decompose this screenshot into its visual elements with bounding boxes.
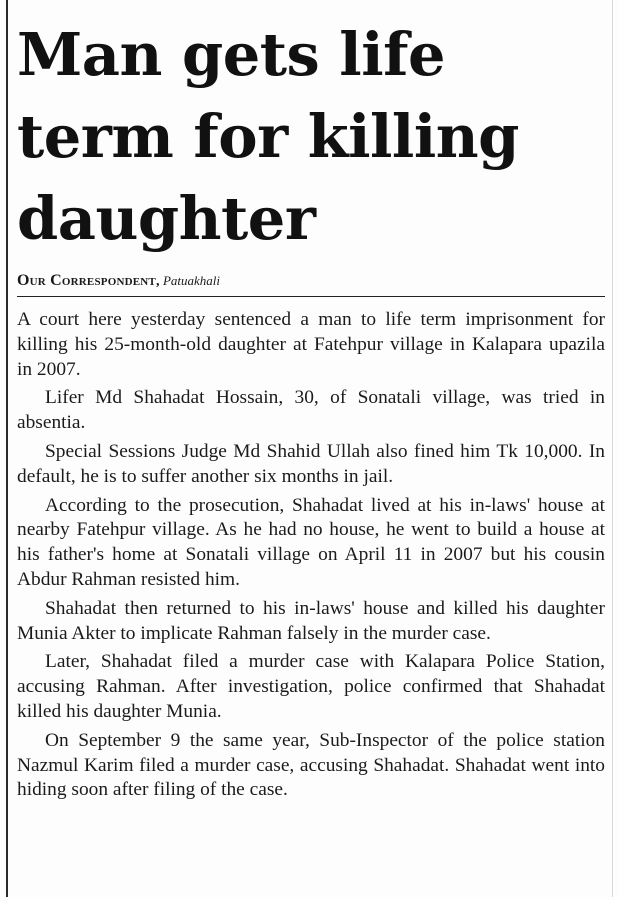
paragraph: Lifer Md Shahadat Hossain, 30, of Sonatali village, was tried in absentia.: [17, 387, 605, 434]
paragraph: Shahadat then returned to his in-laws' house and killed his daughter Munia Akter to implicate Rahman falsely in the murder case.: [17, 597, 605, 644]
paragraph: Later, Shahadat filed a murder case with Kalapara Police Station, accusing Rahman. After investigation, police confirmed that Shahadat killed his daughter Munia.: [17, 651, 605, 722]
paragraph: On September 9 the same year, Sub-Inspector of the police station Nazmul Karim filed a murder case, accusing Shahadat. Shahadat went into hiding soon after filing of the case.: [17, 729, 605, 801]
headline: Man gets life term for killing daughter: [17, 20, 519, 253]
byline-separator: ,: [155, 274, 160, 289]
column-rule-left: [6, 0, 8, 897]
article: [17, 14, 607, 807]
byline: [17, 272, 605, 297]
paragraph: A court here yesterday sentenced a man to life term imprisonment for killing his 25-month-old daughter at Fatehpur village in Kalapara upazila in 2007.: [17, 309, 605, 380]
column-rule-right: [612, 0, 613, 897]
paragraph: Special Sessions Judge Md Shahid Ullah also fined him Tk 10,000. In default, he is to suffer another six months in jail.: [17, 440, 605, 487]
byline-name: Our Correspondent: [17, 272, 156, 289]
article-body: [17, 308, 605, 803]
paragraph: According to the prosecution, Shahadat lived at his in-laws' house at nearby Fatehpur village. As he had no house, he went to build a house at his father's home at Sonatali village on April 11 in 2007 but his cousin Abdur Rahman resisted him.: [17, 494, 605, 590]
byline-place: Patuakhali: [162, 273, 221, 288]
